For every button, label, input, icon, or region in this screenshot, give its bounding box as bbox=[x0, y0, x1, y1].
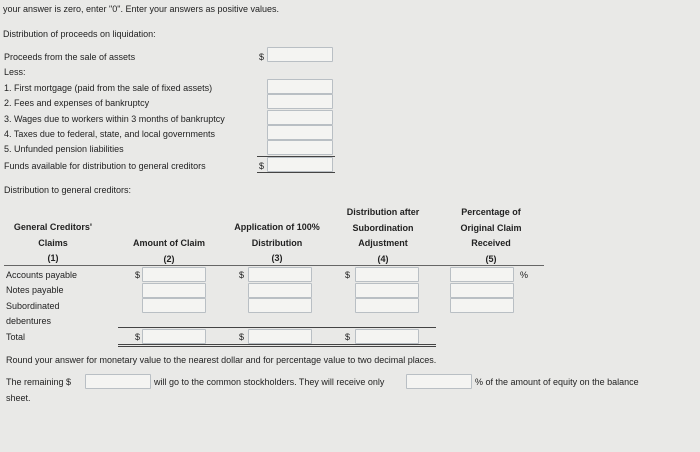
row-label-debentures: debentures bbox=[6, 316, 52, 326]
item-first-mortgage: 1. First mortgage (paid from the sale of fixed assets) bbox=[4, 83, 213, 93]
less-label: Less: bbox=[4, 67, 26, 77]
remaining-prefix: The remaining $ bbox=[6, 377, 72, 387]
col-title: Distribution after Subordination Adjustment bbox=[346, 207, 420, 248]
instruction-text: your answer is zero, enter "0". Enter your answers as positive values. bbox=[3, 4, 280, 14]
accounts-payable-adjusted-input[interactable] bbox=[355, 267, 419, 282]
funds-available-label: Funds available for distribution to general creditors bbox=[4, 161, 206, 171]
pension-input[interactable] bbox=[267, 140, 333, 155]
col-title: Amount of Claim bbox=[133, 238, 205, 248]
item-taxes: 4. Taxes due to federal, state, and local governments bbox=[4, 129, 215, 139]
total-amount-input[interactable] bbox=[142, 329, 206, 344]
proceeds-input[interactable] bbox=[267, 47, 333, 62]
distribution-heading: Distribution to general creditors: bbox=[4, 185, 132, 195]
currency-sign: $ bbox=[259, 161, 265, 171]
bankruptcy-fees-input[interactable] bbox=[267, 94, 333, 109]
col-header-application bbox=[222, 220, 332, 267]
remaining-amount-input[interactable] bbox=[85, 374, 151, 389]
notes-payable-percent-input[interactable] bbox=[450, 283, 514, 298]
col-header-percentage bbox=[448, 205, 534, 267]
rounding-note: Round your answer for monetary value to the nearest dollar and for percentage value to two decimal places. bbox=[6, 355, 437, 365]
currency-sign: $ bbox=[135, 332, 141, 342]
proceeds-label: Proceeds from the sale of assets bbox=[4, 52, 136, 62]
liquidation-heading: Distribution of proceeds on liquidation: bbox=[3, 29, 156, 39]
col-title: Application of 100% Distribution bbox=[234, 222, 320, 248]
row-label-subordinated: Subordinated bbox=[6, 301, 60, 311]
total-double-rule bbox=[118, 346, 436, 347]
first-mortgage-input[interactable] bbox=[267, 79, 333, 94]
row-label-accounts-payable: Accounts payable bbox=[6, 270, 78, 280]
item-pension: 5. Unfunded pension liabilities bbox=[4, 144, 124, 154]
notes-payable-application-input[interactable] bbox=[248, 283, 312, 298]
item-wages: 3. Wages due to workers within 3 months of bankruptcy bbox=[4, 114, 225, 124]
remaining-suffix: % of the amount of equity on the balance bbox=[475, 377, 639, 387]
col-number: (2) bbox=[163, 253, 175, 264]
row-label-notes-payable: Notes payable bbox=[6, 285, 64, 295]
taxes-input[interactable] bbox=[267, 125, 333, 140]
accounts-payable-amount-input[interactable] bbox=[142, 267, 206, 282]
currency-sign: $ bbox=[239, 270, 245, 280]
currency-sign: $ bbox=[345, 270, 351, 280]
currency-sign: $ bbox=[135, 270, 141, 280]
col-number: (3) bbox=[271, 253, 283, 263]
subordinated-adjusted-input[interactable] bbox=[355, 298, 419, 313]
header-rule bbox=[4, 265, 544, 266]
total-rule bbox=[257, 172, 335, 173]
col-header-creditors bbox=[8, 220, 98, 267]
wages-input[interactable] bbox=[267, 110, 333, 125]
remaining-mid-text: will go to the common stockholders. They will receive only bbox=[154, 377, 385, 387]
remaining-tail: sheet. bbox=[6, 393, 31, 403]
notes-payable-amount-input[interactable] bbox=[142, 283, 206, 298]
row-label-total: Total bbox=[6, 332, 26, 342]
currency-sign: $ bbox=[259, 52, 265, 62]
total-adjusted-input[interactable] bbox=[355, 329, 419, 344]
funds-available-input[interactable] bbox=[267, 157, 333, 172]
total-application-input[interactable] bbox=[248, 329, 312, 344]
currency-sign: $ bbox=[345, 332, 351, 342]
percent-sign: % bbox=[520, 270, 529, 280]
col-title: Percentage of Original Claim Received bbox=[460, 207, 522, 248]
notes-payable-adjusted-input[interactable] bbox=[355, 283, 419, 298]
currency-sign: $ bbox=[239, 332, 245, 342]
subordinated-percent-input[interactable] bbox=[450, 298, 514, 313]
col-title: General Creditors' Claims bbox=[13, 222, 93, 248]
subordinated-amount-input[interactable] bbox=[142, 298, 206, 313]
equity-percent-input[interactable] bbox=[406, 374, 472, 389]
col-number: (1) bbox=[47, 253, 59, 263]
col-number: (4) bbox=[377, 253, 389, 264]
subordinated-application-input[interactable] bbox=[248, 298, 312, 313]
total-top-rule bbox=[118, 327, 436, 328]
accounts-payable-percent-input[interactable] bbox=[450, 267, 514, 282]
accounts-payable-application-input[interactable] bbox=[248, 267, 312, 282]
total-bottom-rule bbox=[118, 344, 436, 345]
col-header-amount bbox=[124, 236, 214, 267]
col-number: (5) bbox=[485, 253, 497, 264]
item-bankruptcy-fees: 2. Fees and expenses of bankruptcy bbox=[4, 98, 150, 108]
col-header-subordination bbox=[335, 205, 431, 267]
